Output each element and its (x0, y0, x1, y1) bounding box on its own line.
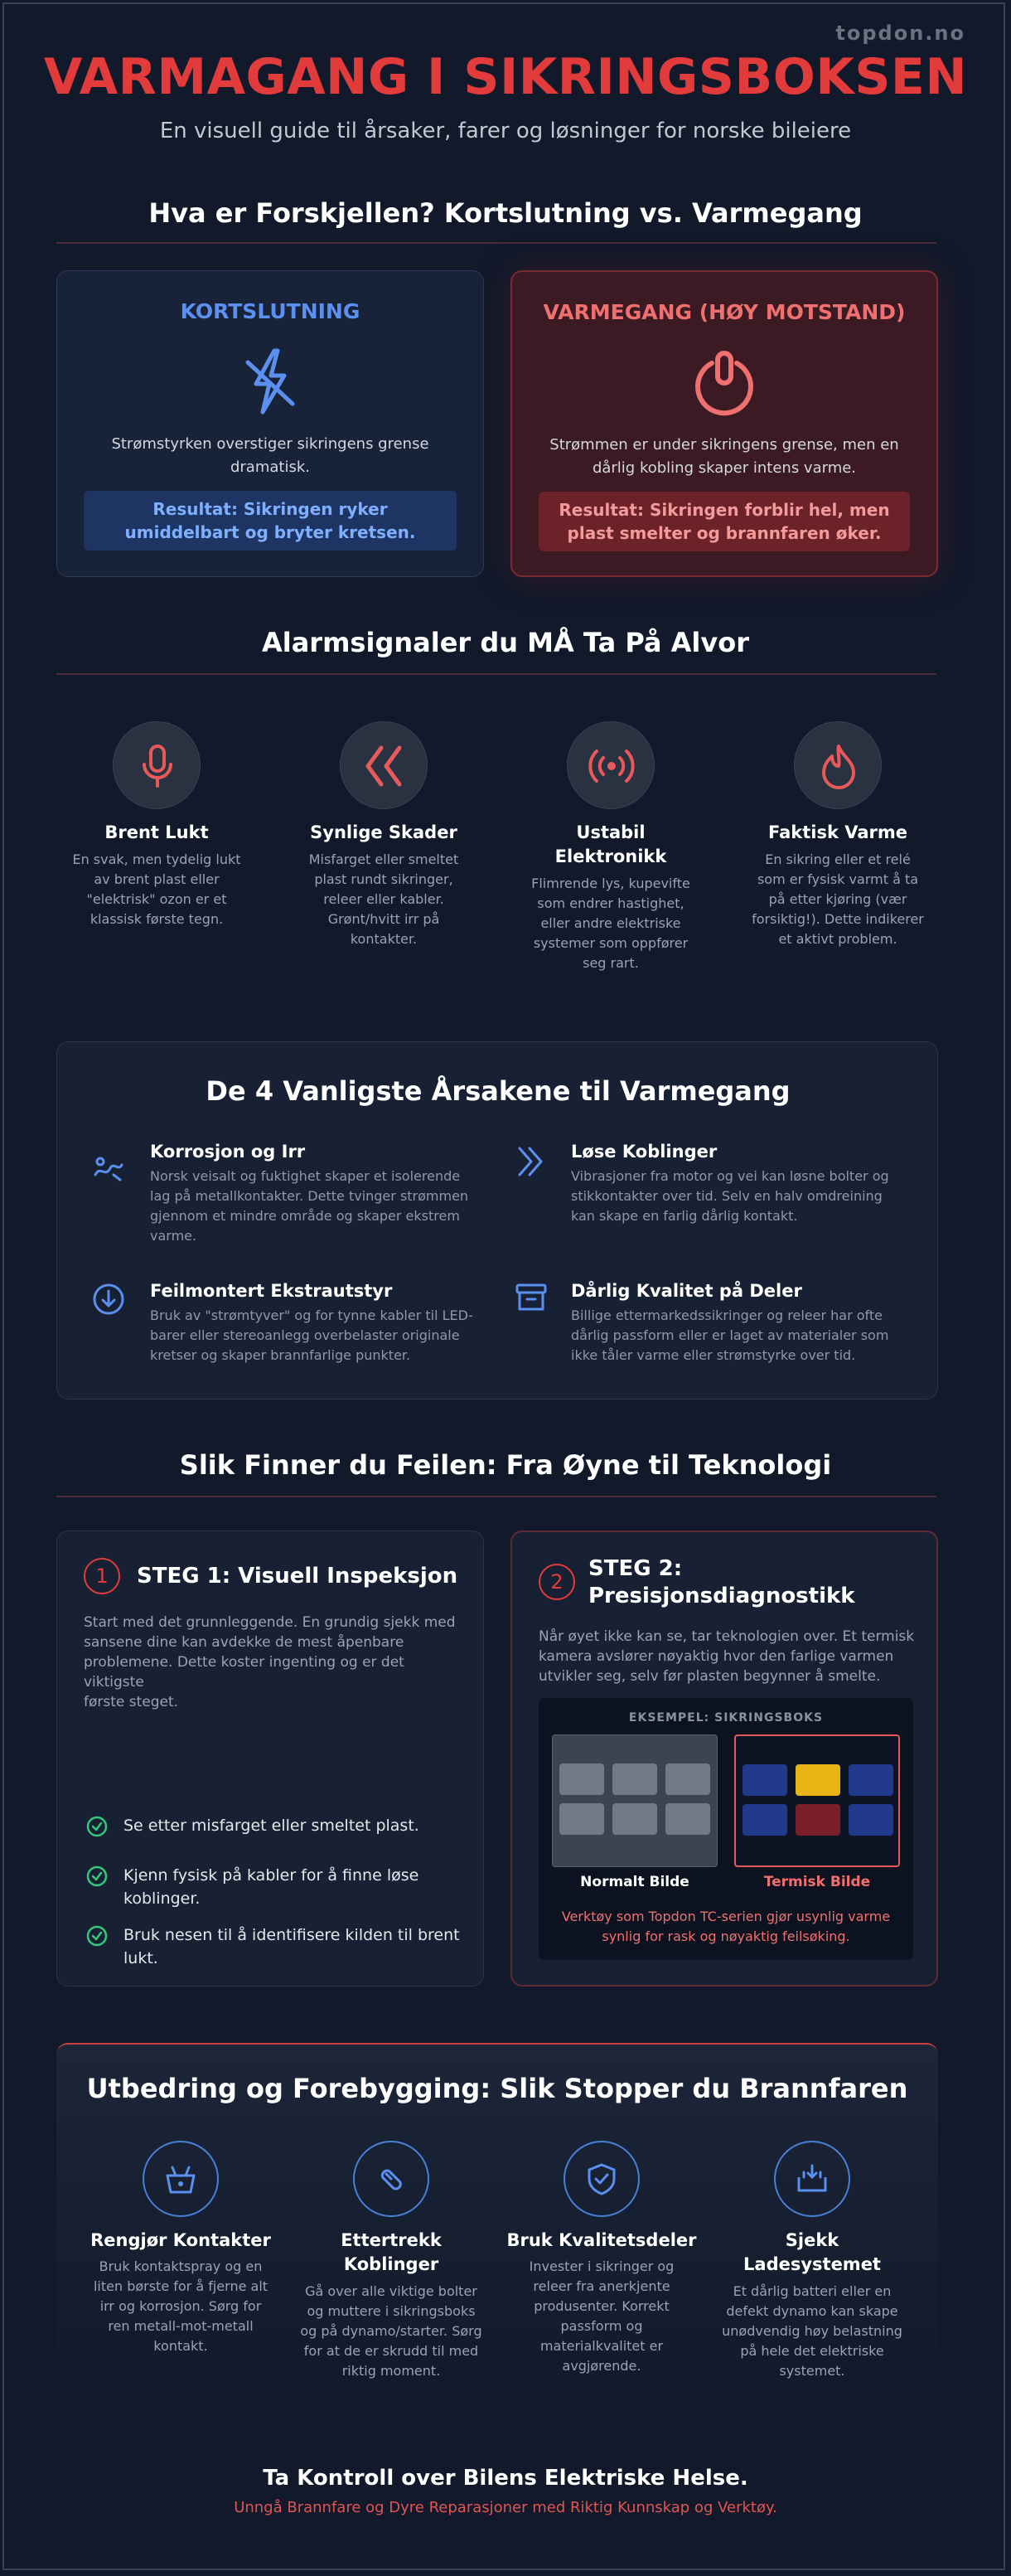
divider (56, 1496, 936, 1497)
check-item: Se etter misfarget eller smeltet plast. (123, 1817, 419, 1835)
cause-heading: Dårlig Kvalitet på Deler (571, 1281, 802, 1301)
step2-number: 2 (539, 1564, 575, 1600)
fuse (665, 1763, 710, 1795)
corrosion-icon (90, 1150, 127, 1186)
fuse (612, 1763, 657, 1795)
check-circle-icon (85, 1865, 109, 1888)
microphone-icon (133, 741, 182, 791)
prevention-text: Invester i sikringer og releer fra anerkjente produsenter. Korrekt passform og materialkvalitet er avgjørende. (529, 2258, 675, 2374)
alarm-text: En sikring eller et relé som er fysisk varmt å ta på etter kjøring (vær forsiktig!). Dette indikerer et aktivt problem. (752, 851, 924, 947)
cause-text: Vibrasjoner fra motor og vei kan løsne bolter og stikkontakter over tid. Selv en halv omdreining kan skape en farlig dårlig kontakt. (571, 1168, 889, 1224)
thermal-image (734, 1734, 900, 1867)
alarm-heading: Faktisk Varme (767, 822, 908, 842)
fuse-cold (849, 1804, 893, 1836)
cause-heading: Korrosjon og Irr (150, 1142, 306, 1162)
step1-heading: STEG 1: Visuell Inspeksjon (137, 1564, 458, 1589)
thermal-image-label: Termisk Bilde (763, 1874, 871, 1890)
prevention-icon-circle (143, 2141, 219, 2217)
short-circuit-heading: KORTSLUTNING (180, 299, 360, 323)
shield-check-icon (583, 2161, 620, 2197)
alarm-heading: Brent Lukt (104, 822, 209, 842)
cause-text: Norsk veisalt og fuktighet skaper et isolerende lag på metallkontakter. Dette tvinger strømmen gjennom et mindre område og skaper ekstrem varme. (150, 1168, 469, 1244)
prevention-section (56, 2043, 938, 2408)
fuse-warm (796, 1804, 840, 1836)
alarm-icon-circle (567, 721, 655, 809)
overheating-card (510, 270, 938, 577)
comparison-title: Hva er Forskjellen? Kortslutning vs. Varmegang (148, 197, 863, 229)
arrow-down-circle-icon (90, 1281, 127, 1317)
step1-text: Start med det grunnleggende. En grundig sjekk med sansene dine kan avdekke de mest åpenbare problemene. Dette koster ingenting og er det viktigste første steget. (84, 1614, 456, 1710)
check-item: Bruk nesen til å identifisere kilden til brent lukt. (123, 1926, 460, 1967)
prevention-icon-circle (564, 2141, 640, 2217)
prevention-heading: Ettertrekk Koblinger (341, 2230, 442, 2274)
check-item: Kjenn fysisk på kabler for å finne løse koblinger. (123, 1866, 419, 1908)
lightning-off-icon (233, 344, 307, 419)
example-label: EKSEMPEL: SIKRINGSBOKS (628, 1711, 824, 1725)
overheating-text: Strømmen er under sikringens grense, men en dårlig kobling skaper intens varme. (549, 436, 899, 477)
alarm-icon-circle (340, 721, 428, 809)
alarm-heading: Ustabil Elektronikk (554, 822, 667, 866)
prevention-heading: Sjekk Ladesystemet (743, 2230, 881, 2274)
diagnosis-title: Slik Finner du Feilen: Fra Øyne til Teknologi (179, 1449, 832, 1481)
prevention-heading: Bruk Kvalitetsdeler (506, 2230, 697, 2250)
fuse-cold (743, 1804, 787, 1836)
step2-heading: STEG 2: Presisjonsdiagnostikk (588, 1556, 855, 1608)
alarm-text: En svak, men tydelig lukt av brent plast eller "elektrisk" ozon er et klassisk første tegn. (72, 851, 241, 927)
prevention-heading: Rengjør Kontakter (90, 2230, 271, 2250)
prevention-text: Gå over alle viktige bolter og muttere i sikringsboks og på dynamo/starter. Sørg for at de er skrudd til med riktig moment. (300, 2283, 482, 2379)
alarm-icon-circle (113, 721, 201, 809)
prevention-icon-circle (353, 2141, 429, 2217)
fuse-hot (796, 1764, 840, 1796)
cause-heading: Feilmontert Ekstrautstyr (150, 1281, 393, 1301)
prevention-icon-circle (774, 2141, 850, 2217)
archive-box-icon (513, 1279, 549, 1316)
alarm-text: Misfarget eller smeltet plast rundt sikringer, releer eller kabler. Grønt/hvitt irr på kontakter. (308, 851, 459, 947)
causes-title: De 4 Vanligste Årsakene til Varmegang (206, 1075, 791, 1107)
flame-icon (814, 741, 863, 791)
step2-card (510, 1531, 938, 1987)
prevention-text: Et dårlig batteri eller en defekt dynamo kan skape unødvendig høy belastning på hele det elektriske systemet. (722, 2283, 902, 2379)
page-subtitle: En visuell guide til årsaker, farer og løsninger for norske bileiere (159, 119, 852, 143)
check-circle-icon (85, 1815, 109, 1838)
fuse (559, 1803, 604, 1835)
fuse (559, 1763, 604, 1795)
short-circuit-text: Strømstyrken overstiger sikringens grense dramatisk. (111, 435, 429, 476)
normal-image (552, 1734, 718, 1867)
short-circuit-card (56, 270, 484, 577)
alarm-icon-circle (794, 721, 882, 809)
step1-card (56, 1531, 484, 1987)
prevention-text: Bruk kontaktspray og en liten børste for å fjerne alt irr og korrosjon. Sørg for ren metall-mot-metall kontakt. (93, 2258, 268, 2354)
basket-icon (162, 2161, 199, 2197)
step1-number: 1 (84, 1558, 120, 1594)
footer-title: Ta Kontroll over Bilens Elektriske Helse. (263, 2466, 748, 2491)
cause-text: Billige ettermarkedssikringer og releer har ofte dårlig passform eller er laget av materialer som ikke tåler varme eller strømstyrke over tid. (571, 1307, 889, 1363)
check-circle-icon (85, 1924, 109, 1948)
fuse-cold (849, 1764, 893, 1796)
short-circuit-result: Resultat: Sikringen ryker umiddelbart og bryter kretsen. (84, 491, 457, 551)
broadcast-icon (587, 741, 636, 791)
fuse-cold (743, 1764, 787, 1796)
prevention-title: Utbedring og Forebygging: Slik Stopper du Brannfaren (86, 2073, 908, 2104)
example-note: Verktøy som Topdon TC-serien gjør usynlig varme synlig for rask og nøyaktig feilsøking. (561, 1909, 891, 1944)
step2-text: Når øyet ikke kan se, tar teknologien over. Et termisk kamera avslører nøyaktig hvor den farlige varmen utvikler seg, selv før plasten begynner å smelte. (539, 1628, 915, 1685)
fusebox-example-panel (539, 1698, 913, 1960)
divider (56, 673, 936, 675)
footer-subtitle: Unngå Brannfare og Dyre Reparasjoner med Riktig Kunnskap og Verktøy. (234, 2499, 777, 2516)
brand-logo: topdon.no (835, 22, 965, 45)
alarms-title: Alarmsignaler du MÅ Ta På Alvor (261, 627, 750, 658)
fuse (665, 1803, 710, 1835)
normal-image-label: Normalt Bilde (580, 1874, 689, 1890)
cause-heading: Løse Koblinger (571, 1142, 718, 1162)
cause-text: Bruk av "strømtyver" og for tynne kabler til LED- barer eller stereoanlegg overbelaster originale kretser og skaper brannfarlige punkter. (150, 1307, 473, 1363)
double-chevron-left-icon (360, 741, 409, 791)
overheating-result: Resultat: Sikringen forblir hel, men plast smelter og brannfaren øker. (539, 492, 910, 551)
causes-card (56, 1041, 938, 1400)
alarm-heading: Synlige Skader (310, 822, 457, 842)
double-chevron-right-icon (513, 1143, 549, 1180)
page-title: VARMAGANG I SIKRINGSBOKSEN (43, 48, 968, 106)
fuse (612, 1803, 657, 1835)
overheating-heading: VARMEGANG (HØY MOTSTAND) (543, 300, 906, 324)
wrench-icon (373, 2161, 409, 2197)
power-icon (687, 345, 762, 420)
divider (56, 242, 936, 244)
alarm-text: Flimrende lys, kupevifte som endrer hastighet, eller andre elektriske systemer som oppfører seg rart. (531, 876, 690, 971)
battery-charge-icon (794, 2161, 830, 2197)
